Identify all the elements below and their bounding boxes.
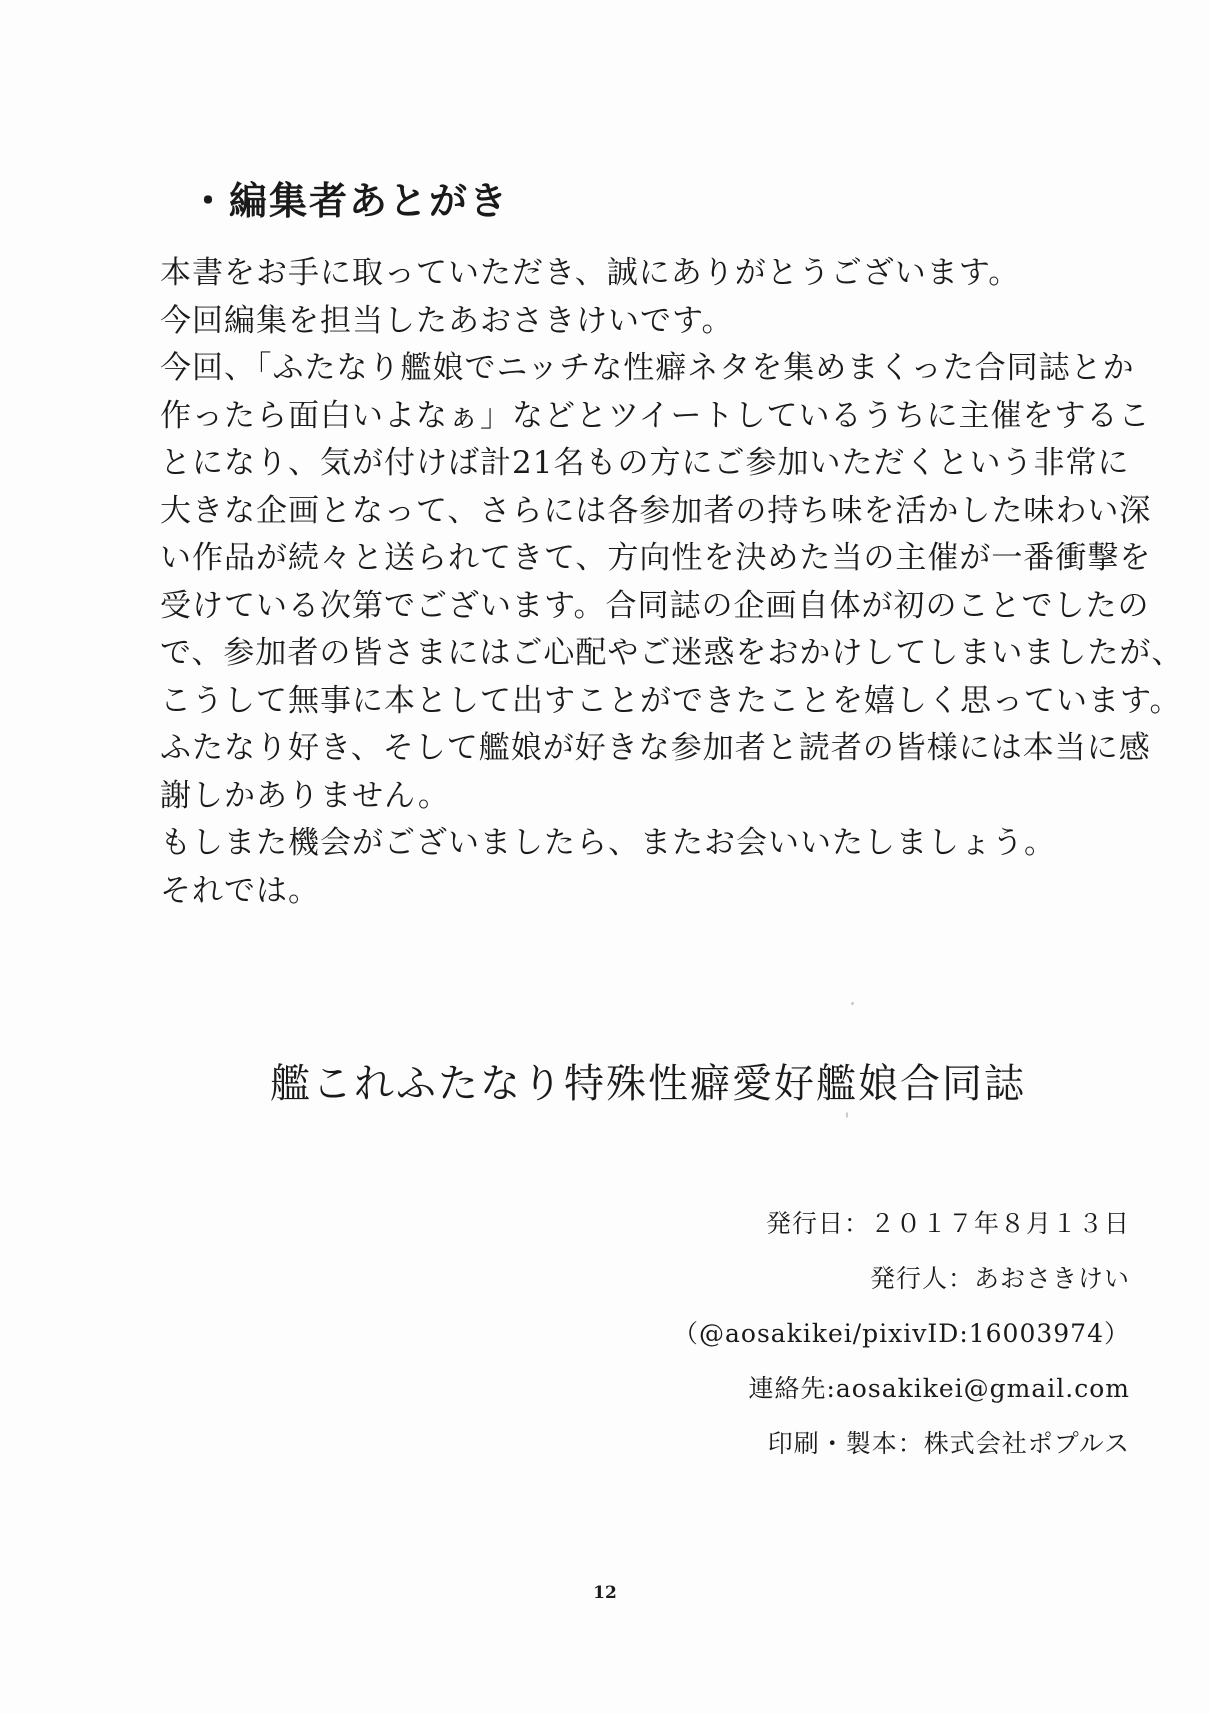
body-line: ふたなり好き、そして艦娘が好きな参加者と読者の皆様には本当に感	[160, 730, 1151, 766]
body-line: 今回編集を担当したあおさきけいです。	[160, 302, 734, 339]
afterword-heading: ・編集者あとがき	[189, 179, 510, 223]
body-line: それでは。	[160, 872, 320, 909]
body-line: こうして無事に本として出すことができたことを嬉しく思っています。	[160, 682, 1182, 719]
body-line: 受けている次第でございます。合同誌の企画自体が初のことでしたの	[160, 587, 1150, 624]
body-line: い作品が続々と送られてきて、方向性を決めた当の主催が一番衝撃を	[160, 540, 1152, 576]
printer: 印刷・製本：株式会社ポプルス	[767, 1429, 1130, 1458]
body-line: 謝しかありません。	[160, 777, 450, 814]
body-line: 本書をお手に取っていただき、誠にありがとうございます。	[160, 255, 1021, 291]
body-line: もしまた機会がございましたら、またお会いいたしましょう。	[160, 825, 1056, 861]
page-number: 12	[593, 1583, 617, 1603]
contact-email: 連絡先:aosakikei@gmail.com	[748, 1374, 1130, 1403]
book-title: 艦これふたなり特殊性癖愛好艦娘合同誌	[270, 1061, 1026, 1107]
body-line: 今回、「ふたなり艦娘でニッチな性癖ネタを集めまくった合同誌とか	[160, 350, 1135, 386]
body-line: とになり、気が付けば計21名もの方にご参加いただくという非常に	[160, 445, 1130, 481]
social-ids: （@aosakikei/pixivID:16003974）	[672, 1319, 1130, 1348]
scan-speck	[846, 1112, 848, 1118]
body-line: 大きな企画となって、さらには各参加者の持ち味を活かした味わい深	[160, 492, 1152, 529]
publisher: 発行人：あおさきけい	[869, 1264, 1130, 1293]
body-line: 作ったら面白いよなぁ」などとツイートしているうちに主催をするこ	[160, 397, 1151, 434]
body-line: で、参加者の皆さまにはご心配やご迷惑をおかけしてしまいましたが、	[160, 635, 1184, 671]
publication-date: 発行日：２０１７年８月１３日	[765, 1209, 1130, 1238]
afterword-body	[160, 250, 1184, 915]
scan-speck	[851, 1002, 854, 1005]
colophon	[673, 1196, 1130, 1471]
